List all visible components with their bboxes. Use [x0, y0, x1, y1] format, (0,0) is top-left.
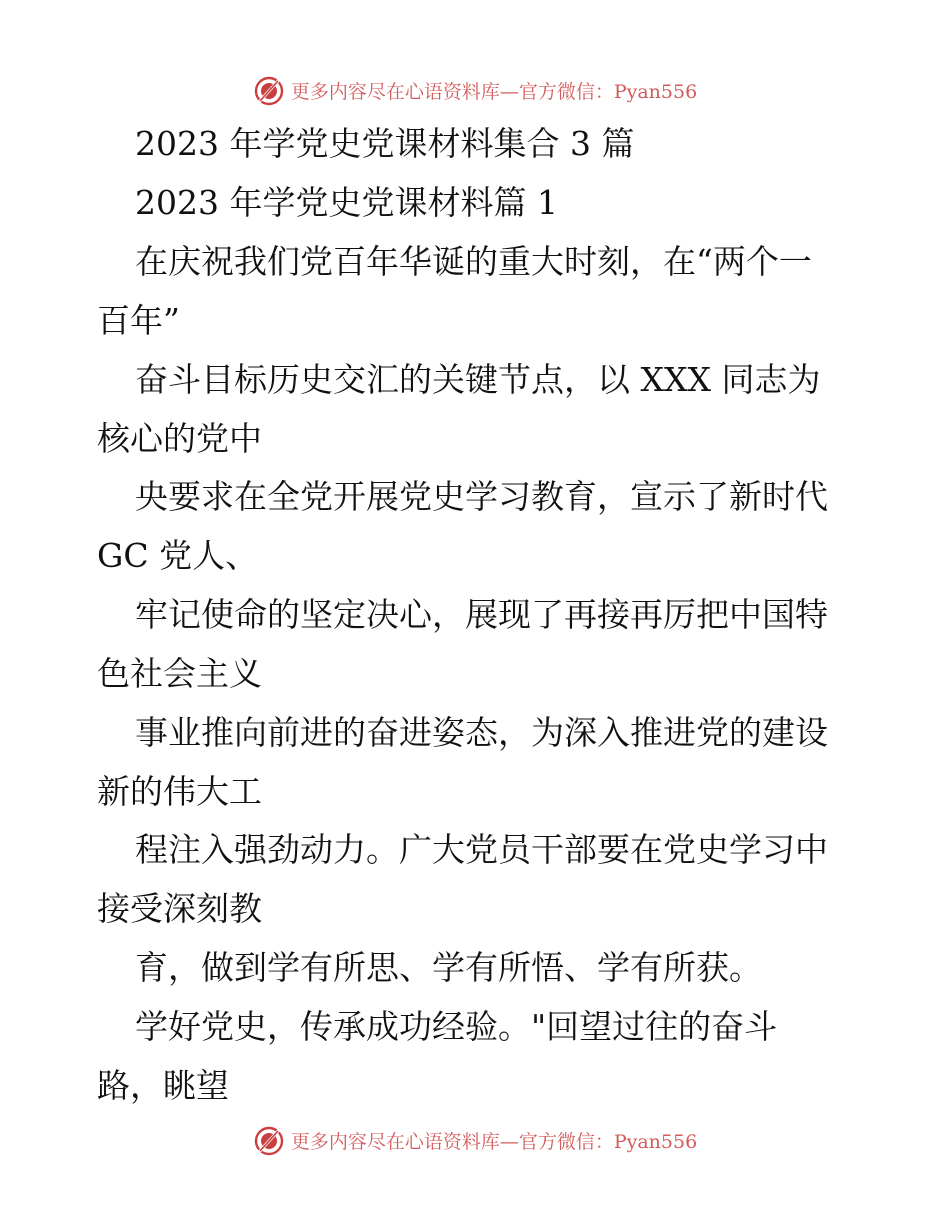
paragraph-line: 接受深刻教 — [97, 889, 262, 928]
paragraph-line: 事业推向前进的奋进姿态，为深入推进党的建设 — [135, 713, 828, 752]
seal-logo-icon — [253, 1124, 285, 1156]
document-title: 2023 年学党史党课材料集合 3 篇 — [135, 124, 635, 163]
watermark-group — [253, 1124, 697, 1156]
paragraph-line: 百年” — [97, 301, 180, 340]
watermark-group — [253, 74, 697, 106]
seal-logo-icon — [253, 74, 285, 106]
watermark-text: 更多内容尽在心语资料库—官方微信：Pyan556 — [290, 80, 698, 103]
section-heading: 2023 年学党史党课材料篇 1 — [135, 183, 558, 222]
paragraph-line: GC 党人、 — [97, 536, 259, 575]
paragraph-line: 核心的党中 — [97, 419, 262, 458]
paragraph-line: 牢记使命的坚定决心，展现了再接再厉把中国特 — [135, 595, 828, 634]
paragraph-line: 育，做到学有所思、学有所悟、学有所获。 — [135, 948, 762, 987]
paragraph-line: 路，眺望 — [97, 1066, 229, 1105]
paragraph-line: 在庆祝我们党百年华诞的重大时刻，在“两个一 — [135, 242, 812, 281]
footer-watermark — [0, 1120, 950, 1160]
paragraph-line: 学好党史，传承成功经验。"回望过往的奋斗 — [135, 1007, 778, 1046]
paragraph-line: 新的伟大工 — [97, 772, 262, 811]
watermark-text: 更多内容尽在心语资料库—官方微信：Pyan556 — [290, 1130, 698, 1153]
header-watermark — [0, 70, 950, 110]
paragraph-line: 奋斗目标历史交汇的关键节点，以 XXX 同志为 — [135, 360, 821, 399]
paragraph-line: 程注入强劲动力。广大党员干部要在党史学习中 — [135, 830, 828, 869]
paragraph-line: 色社会主义 — [97, 654, 262, 693]
paragraph-line: 央要求在全党开展党史学习教育，宣示了新时代 — [135, 477, 828, 516]
